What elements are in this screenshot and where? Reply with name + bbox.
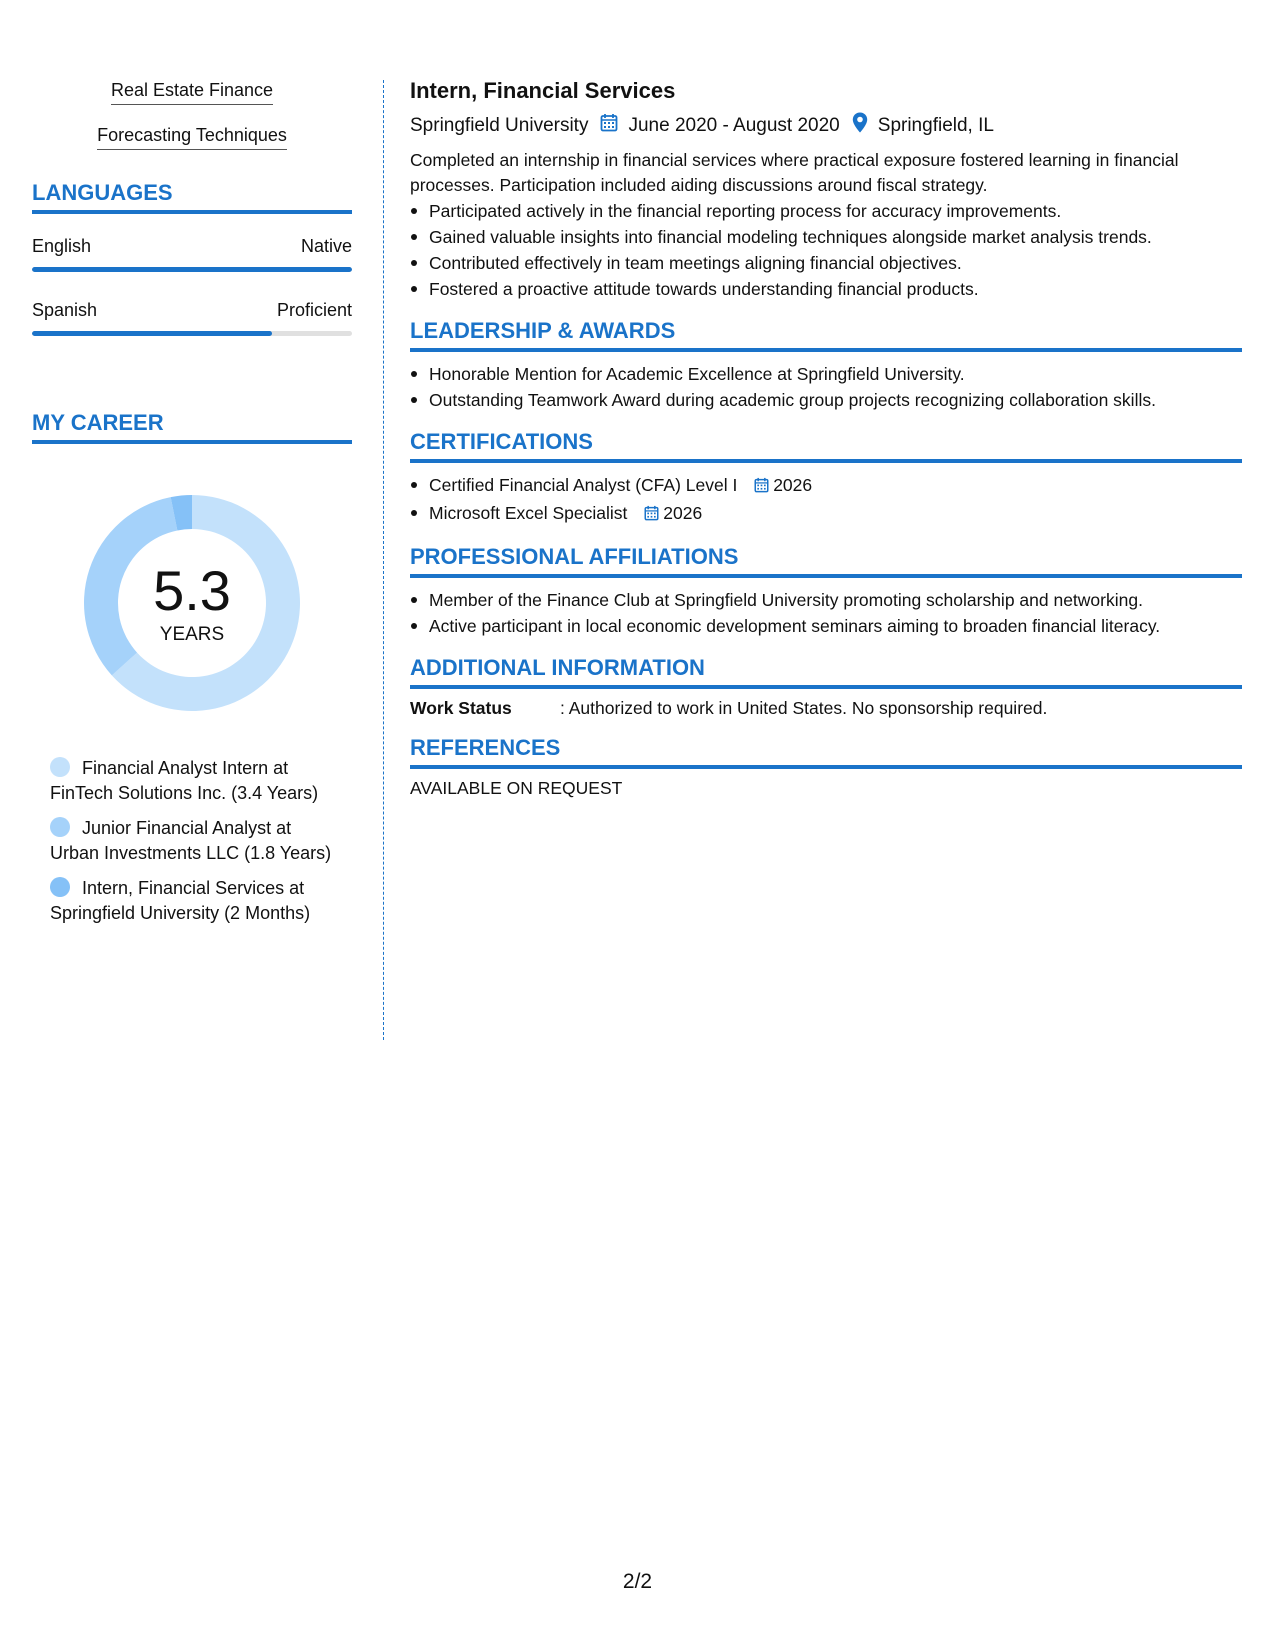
list-item: Participated actively in the financial reporting process for accuracy improvements. xyxy=(410,198,1242,224)
list-item: Fostered a proactive attitude towards understanding financial products. xyxy=(410,276,1242,302)
certifications-list xyxy=(410,472,1242,528)
language-bar-fill xyxy=(32,267,352,272)
location-pin-icon xyxy=(852,112,868,139)
languages-heading: LANGUAGES xyxy=(32,180,352,214)
calendar-icon xyxy=(600,113,618,138)
skill-item: Real Estate Finance xyxy=(32,80,352,105)
list-item: Outstanding Teamwork Award during academic group projects recognizing collaboration skills. xyxy=(410,387,1242,413)
leadership-heading: LEADERSHIP & AWARDS xyxy=(410,318,1242,352)
certifications-heading: CERTIFICATIONS xyxy=(410,429,1242,463)
leadership-list xyxy=(410,361,1242,413)
legend-item: Junior Financial Analyst at Urban Investments LLC (1.8 Years) xyxy=(50,818,332,863)
career-donut-chart xyxy=(77,488,307,718)
calendar-icon xyxy=(644,502,659,528)
column-divider xyxy=(383,80,384,1040)
work-status-row xyxy=(410,698,1242,719)
language-level: Proficient xyxy=(276,300,352,320)
cert-year: 2026 xyxy=(773,475,813,495)
job-dates: June 2020 - August 2020 xyxy=(628,114,840,136)
list-item: Contributed effectively in team meetings aligning financial objectives. xyxy=(410,250,1242,276)
affiliations-list xyxy=(410,587,1242,639)
right-column xyxy=(410,78,1242,799)
page-number: 2/2 xyxy=(622,1570,653,1593)
job-bullets xyxy=(410,198,1242,302)
affiliations-heading: PROFESSIONAL AFFILIATIONS xyxy=(410,544,1242,578)
references-text: AVAILABLE ON REQUEST xyxy=(410,778,623,798)
language-level: Native xyxy=(300,236,352,256)
list-item: Active participant in local economic development seminars aiming to broaden financial literacy. xyxy=(410,613,1242,639)
cert-year: 2026 xyxy=(663,503,703,523)
job-company: Springfield University xyxy=(410,114,589,136)
references-heading: REFERENCES xyxy=(410,735,1242,769)
career-legend xyxy=(32,756,352,926)
language-bar xyxy=(32,267,352,272)
language-item xyxy=(32,236,352,272)
language-bar-fill xyxy=(32,331,272,336)
additional-info-heading: ADDITIONAL INFORMATION xyxy=(410,655,1242,689)
list-item: Gained valuable insights into financial modeling techniques alongside market analysis trends. xyxy=(410,224,1242,250)
language-name: Spanish xyxy=(32,300,98,320)
list-item: Microsoft Excel Specialist 2026 xyxy=(410,500,1242,528)
legend-item: Financial Analyst Intern at FinTech Solutions Inc. (3.4 Years) xyxy=(50,758,319,803)
left-column xyxy=(32,80,352,936)
work-status-label: Work Status xyxy=(410,698,512,718)
legend-dot xyxy=(50,817,70,837)
career-unit: YEARS xyxy=(159,624,225,645)
legend-dot xyxy=(50,757,70,777)
list-item: Member of the Finance Club at Springfield University promoting scholarship and networking. xyxy=(410,587,1242,613)
legend-item: Intern, Financial Services at Springfield University (2 Months) xyxy=(50,878,311,923)
job-title: Intern, Financial Services xyxy=(410,78,676,103)
career-total: 5.3 xyxy=(153,559,231,622)
career-heading: MY CAREER xyxy=(32,410,352,444)
skill-item: Forecasting Techniques xyxy=(32,125,352,150)
job-meta xyxy=(410,112,1242,139)
list-item: Honorable Mention for Academic Excellence at Springfield University. xyxy=(410,361,1242,387)
language-bar xyxy=(32,331,352,336)
job-location: Springfield, IL xyxy=(877,114,994,136)
job-description: Completed an internship in financial services where practical exposure fostered learning in financial processes. Participation included aiding discussions around fiscal strategy. xyxy=(410,150,1179,195)
language-name: English xyxy=(32,236,92,256)
calendar-icon xyxy=(754,474,769,500)
legend-dot xyxy=(50,877,70,897)
language-item xyxy=(32,300,352,336)
work-status-value: : Authorized to work in United States. No sponsorship required. xyxy=(560,698,1048,718)
list-item: Certified Financial Analyst (CFA) Level I 2026 xyxy=(410,472,1242,500)
